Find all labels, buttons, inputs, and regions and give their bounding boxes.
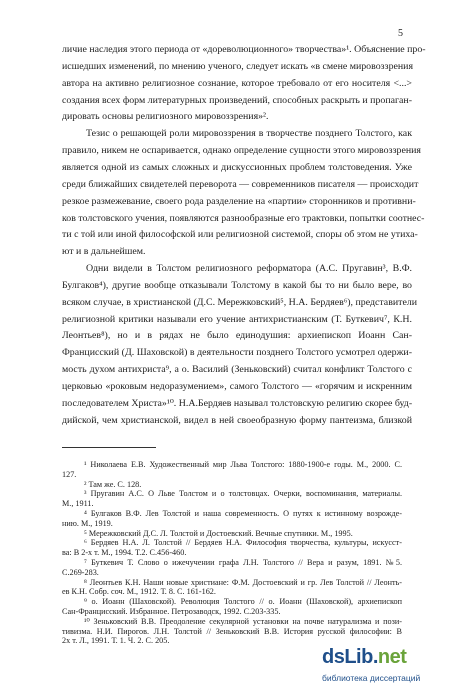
footnote-line: ва: В 2-х т. М., 1994. Т.2. С.456-460. <box>62 548 187 558</box>
page-number: 5 <box>398 28 403 39</box>
body-line: дийской, чем христианской, видел в ней своеобразную форму пантеизма, близкой <box>62 414 412 426</box>
footnote-line: ⁵ Мережковский Д.С. Л. Толстой и Достоевский. Вечные спутники. М., 1995. <box>84 528 353 538</box>
footnote-line: ¹ Николаева Е.В. Художественный мир Льва Толстого: 1880-1900-е годы. М., 2000. С. <box>84 460 402 469</box>
body-line: исшедших изменений, по мнению ученого, следует искать «в смене мировоззрения <box>62 60 413 72</box>
body-line: правило, никем не оспаривается, однако определение сущности этого мировоззрения <box>62 145 421 157</box>
body-line: дировать основы религиозного мировоззрения»². <box>62 111 269 123</box>
footnote-line: 127. <box>62 469 77 479</box>
footnote-line: М., 1911. <box>62 499 94 509</box>
footnote-line: ³ Пругавин А.С. О Льве Толстом и о толстовцах. Очерки, воспоминания, материалы. <box>84 489 402 499</box>
footnote-line: нию. М., 1919. <box>62 518 113 528</box>
footnote-line: ⁸ Леонтьев К.Н. Наши новые христиане: Ф.М. Достоевский и гр. Лев Толстой // Леонть- <box>84 577 402 587</box>
body-line: ти с той или иной философской или религиозной системой, споры об этом не утиха- <box>62 229 418 241</box>
footnote-line: С.269-283. <box>62 567 99 577</box>
body-line: религиозной критики называли его учение антихристианским (Т. Буткевич⁷, К.Н. <box>62 313 412 325</box>
body-line: Леонтьев⁸), но и в рядах не было единодушия: архиепископ Иоанн Сан- <box>62 330 412 342</box>
body-line: создания всех форм литературных произведений, способных раскрыть и пропаган- <box>62 94 412 106</box>
body-line: Тезис о решающей роли мировоззрения в творчестве позднего Толстого, как <box>86 128 412 140</box>
footnote-line: ев К.Н. Собр. соч. М., 1912. Т. 8. С. 161-162. <box>62 587 216 597</box>
body-line: всяком случае, в христианской (Д.С. Мережковский⁵, Н.А. Бердяев⁶), представители <box>62 296 418 308</box>
body-line: личие наследия этого периода от «дореволюционного» творчества»¹. Объяснение про- <box>62 44 426 55</box>
body-line: ков толстовского учения, появляются разнообразные его трактовки, попытки соотнес- <box>62 212 425 224</box>
footnote-line: ¹⁰ Зеньковский В.В. Преодоление секулярной установки на почве натурализма и пози- <box>84 616 402 626</box>
body-line: резкое размежевание, своего рода разделение на «партии» сторонников и противни- <box>62 195 416 207</box>
footnote-line: тивизма. Н.И. Пирогов. Л.Н. Толстой // Зеньковский В.В. История русской философии: В <box>62 626 402 636</box>
footnote-line: ² Там же. С. 128. <box>84 479 142 489</box>
body-line: мость духом антихриста⁹, а о. Василий (Зеньковский) считал конфликт Толстого с <box>62 364 412 376</box>
body-line: последователем Христа»¹⁰. Н.А.Бердяев называл толстовскую религию скорее буд- <box>62 397 413 409</box>
footnote-line: 2х т. Л., 1991. Т. 1. Ч. 2. С. 205. <box>62 636 170 646</box>
watermark-logo <box>322 646 440 686</box>
body-line: Францисский (Д. Шаховской) в деятельности позднего Толстого усмотрел одержи- <box>62 347 412 359</box>
footnote-line: ⁶ Бердяев Н.А. Л. Толстой // Бердяев Н.А. Философия творчества, культуры, искусст- <box>84 538 402 548</box>
footnote-rule <box>62 447 156 448</box>
footnote-line: ⁷ Буткевич Т. Слово о ижечучении графа Л.Н. Толстого // Вера и разум, 1891. №5. <box>84 558 402 567</box>
footnote-line: ⁴ Булгаков В.Ф. Лев Толстой и наша современность. О путях к истинному возрожде- <box>84 509 402 518</box>
watermark-tagline: библиотека диссертаций <box>322 673 421 683</box>
footnote-line: ⁹ о. Иоанн (Шаховской). Революция Толстого // о. Иоанн (Шаховской), архиепископ <box>84 597 402 607</box>
body-line: Булгаков⁴), другие вообще отказывали Толстому в какой бы то ни было вере, во <box>62 279 412 291</box>
watermark-brand: dsLib.net <box>322 646 407 668</box>
body-line: Одни видели в Толстом религиозного реформатора (А.С. Пругавин³, В.Ф. <box>86 263 412 275</box>
body-line: автора на активно религиозное сознание, которое требовало от его носителя <...> <box>62 77 412 89</box>
body-line: среди ближайших свидетелей переворота — современников писателя — происходит <box>62 178 419 190</box>
body-line: церковью «роковым недоразумением», самого Толстого — «горячим и искренним <box>62 381 412 392</box>
body-line: ют и в дальнейшем. <box>62 246 146 258</box>
footnote-line: Сан-Францисский. Избранное. Петрозаводск, 1992. С.203-335. <box>62 607 281 616</box>
body-line: является одной из самых сложных и дискуссионных проблем толстоведения. Уже <box>62 161 412 173</box>
